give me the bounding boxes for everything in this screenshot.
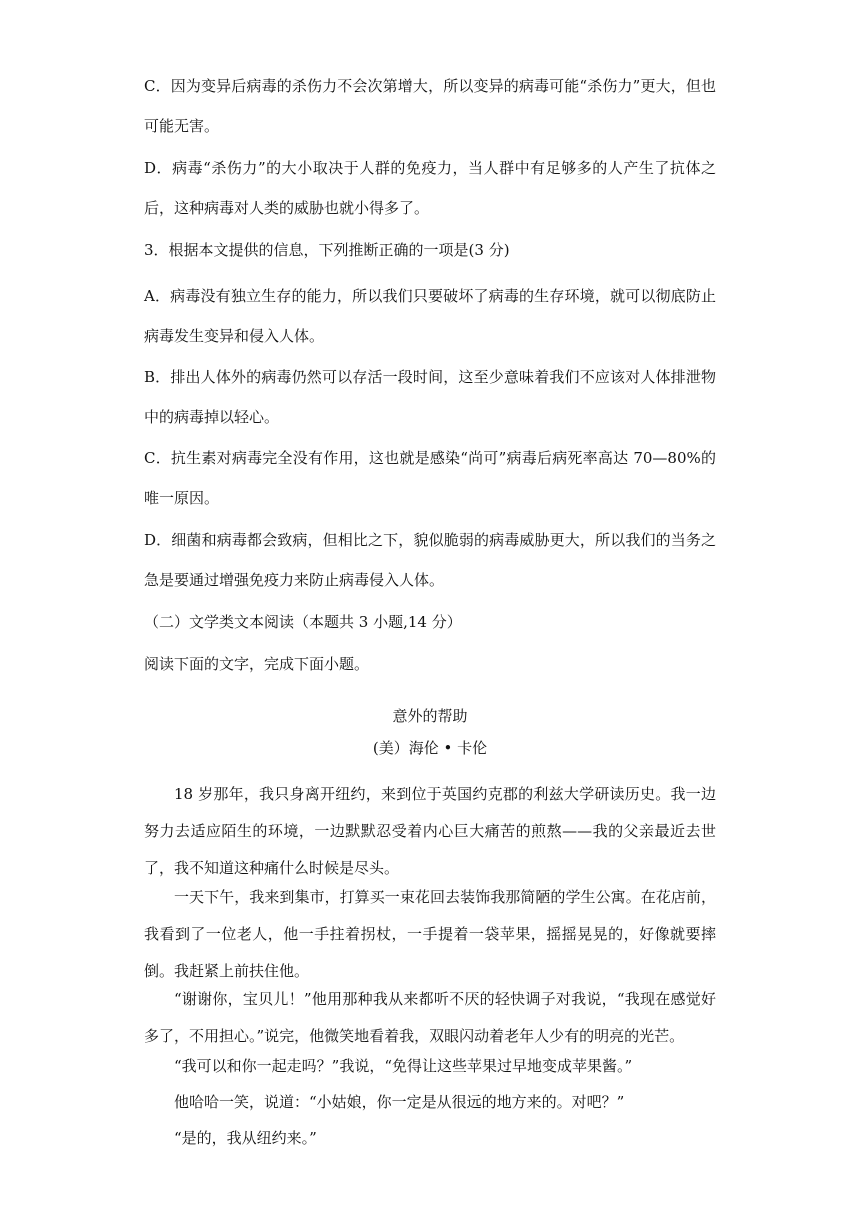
q3-option-c: C．抗生素对病毒完全没有作用，这也就是感染“尚可”病毒后病死率高达 70—80%的唯一原因。 <box>144 449 716 507</box>
story-paragraph-5: 他哈哈一笑，说道：“小姑娘，你一定是从很远的地方来的。对吧？” <box>174 1093 625 1111</box>
story-paragraph-2: 一天下午，我来到集市，打算买一束花回去装饰我那简陋的学生公寓。在花店前，我看到了一位老人，他一手拄着拐杖，一手提着一袋苹果，摇摇晃晃的，好像就要摔倒。我赶紧上前扶住他。 <box>144 888 716 980</box>
q3-option-d: D．细菌和病毒都会致病，但相比之下，貌似脆弱的病毒威胁更大，所以我们的当务之急是要通过增强免疫力来防止病毒侵入人体。 <box>144 531 716 589</box>
q3-option-b: B．排出人体外的病毒仍然可以存活一段时间，这至少意味着我们不应该对人体排泄物中的病毒掉以轻心。 <box>144 368 716 426</box>
q3-option-a: A．病毒没有独立生存的能力，所以我们只要破坏了病毒的生存环境，就可以彻底防止病毒发生变异和侵入人体。 <box>144 287 716 345</box>
story-title: 意外的帮助 <box>392 707 468 725</box>
reading-instruction: 阅读下面的文字，完成下面小题。 <box>144 655 370 673</box>
q2-option-d: D．病毒“杀伤力”的大小取决于人群的免疫力，当人群中有足够多的人产生了抗体之后，这种病毒对人类的威胁也就小得多了。 <box>144 159 716 217</box>
story-paragraph-6: “是的，我从纽约来。” <box>174 1129 317 1147</box>
q2-option-c: C．因为变异后病毒的杀伤力不会次第增大，所以变异的病毒可能“杀伤力”更大，但也可能无害。 <box>144 77 716 135</box>
story-author: (美）海伦 • 卡伦 <box>372 739 488 757</box>
story-paragraph-3: “谢谢你，宝贝儿！”他用那种我从来都听不厌的轻快调子对我说，“我现在感觉好多了，不用担心。”说完，他微笑地看着我，双眼闪动着老年人少有的明亮的光芒。 <box>144 990 716 1045</box>
section-heading: （二）文学类文本阅读（本题共 3 小题,14 分） <box>144 613 462 631</box>
q3-stem: 3．根据本文提供的信息，下列推断正确的一项是(3 分) <box>144 241 510 259</box>
story-paragraph-4: “我可以和你一起走吗？”我说，“免得让这些苹果过早地变成苹果酱。” <box>174 1057 633 1075</box>
story-paragraph-1: 18 岁那年，我只身离开纽约，来到位于英国约克郡的利兹大学研读历史。我一边努力去适应陌生的环境，一边默默忍受着内心巨大痛苦的煎熬——我的父亲最近去世了，我不知道这种痛什么时候是尽头。 <box>144 785 716 877</box>
